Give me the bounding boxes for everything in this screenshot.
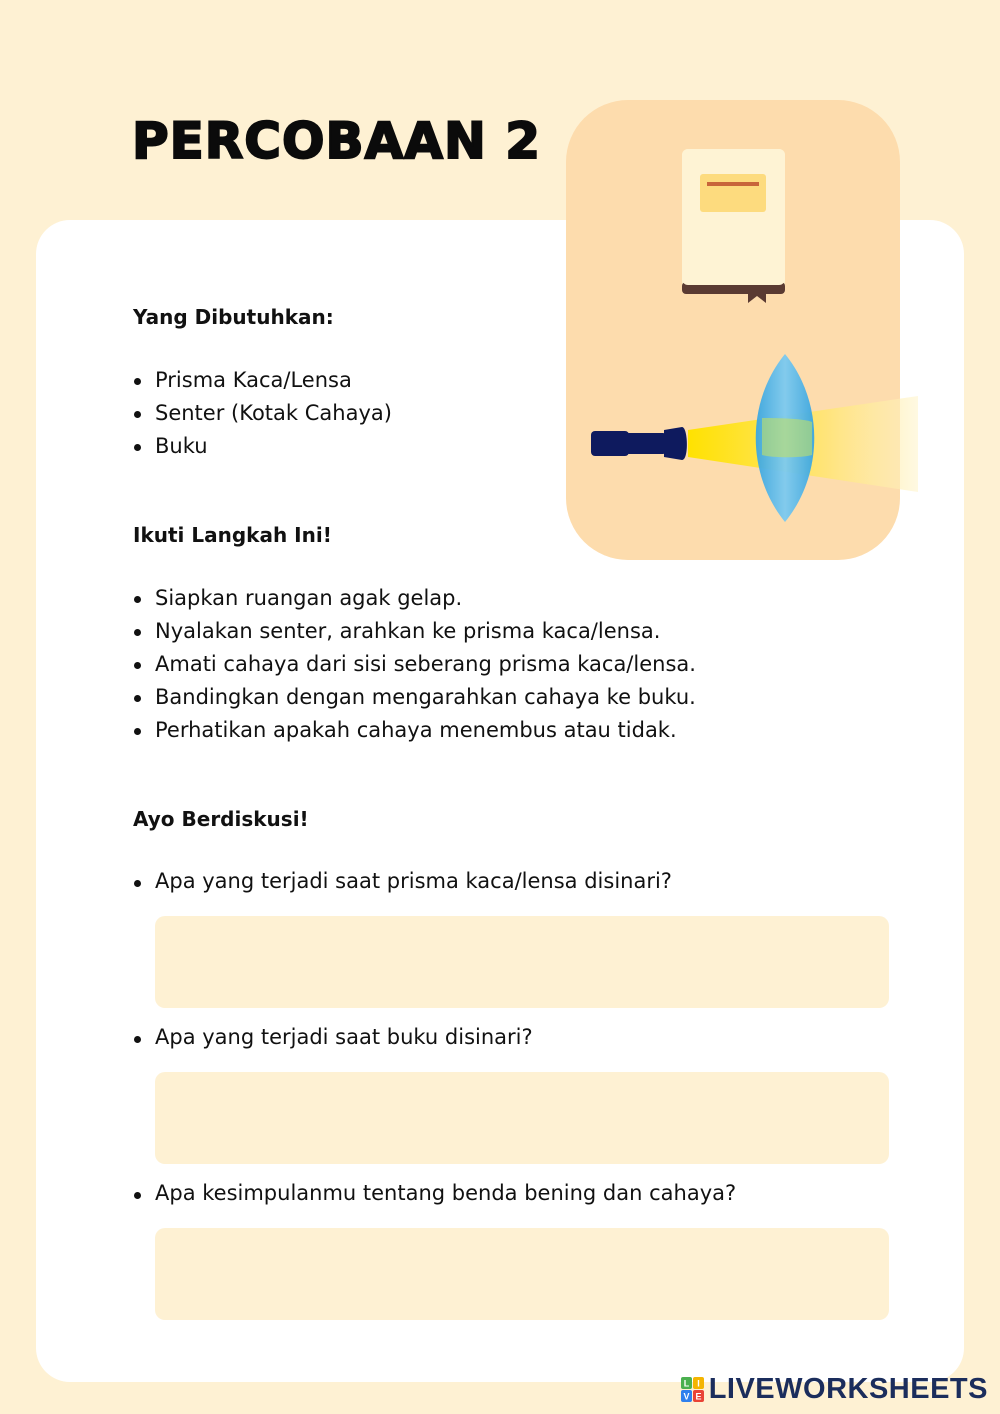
list-item: Bandingkan dengan mengarahkan cahaya ke buku. xyxy=(133,681,696,714)
brand-name: LIVEWORKSHEETS xyxy=(708,1373,988,1405)
logo-letter: I xyxy=(696,1378,700,1388)
logo-letter: L xyxy=(683,1378,689,1388)
experiment-illustration xyxy=(566,100,900,560)
question-2: Apa yang terjadi saat buku disinari? xyxy=(133,1025,533,1049)
flashlight-icon xyxy=(591,427,687,460)
steps-list xyxy=(133,582,696,747)
liveworksheets-logo-icon xyxy=(681,1377,705,1403)
answer-field-1[interactable] xyxy=(155,916,889,1008)
list-item: Siapkan ruangan agak gelap. xyxy=(133,582,696,615)
lens-icon xyxy=(756,354,815,522)
book-icon xyxy=(682,149,785,303)
discuss-heading: Ayo Berdiskusi! xyxy=(133,807,309,831)
steps-heading: Ikuti Langkah Ini! xyxy=(133,523,332,547)
needs-heading: Yang Dibutuhkan: xyxy=(133,305,334,329)
list-item: Nyalakan senter, arahkan ke prisma kaca/lensa. xyxy=(133,615,696,648)
liveworksheets-logo xyxy=(681,1373,988,1406)
list-item: Senter (Kotak Cahaya) xyxy=(133,397,392,430)
list-item: Buku xyxy=(133,430,392,463)
question-3: Apa kesimpulanmu tentang benda bening dan cahaya? xyxy=(133,1181,736,1205)
page-title: PERCOBAAN 2 xyxy=(132,112,542,170)
list-item: Perhatikan apakah cahaya menembus atau tidak. xyxy=(133,714,696,747)
answer-field-2[interactable] xyxy=(155,1072,889,1164)
answer-field-3[interactable] xyxy=(155,1228,889,1320)
question-1: Apa yang terjadi saat prisma kaca/lensa disinari? xyxy=(133,869,672,893)
list-item: Amati cahaya dari sisi seberang prisma kaca/lensa. xyxy=(133,648,696,681)
needs-list xyxy=(133,364,392,463)
logo-letter: V xyxy=(683,1391,690,1401)
logo-letter: E xyxy=(695,1391,702,1401)
list-item: Prisma Kaca/Lensa xyxy=(133,364,392,397)
